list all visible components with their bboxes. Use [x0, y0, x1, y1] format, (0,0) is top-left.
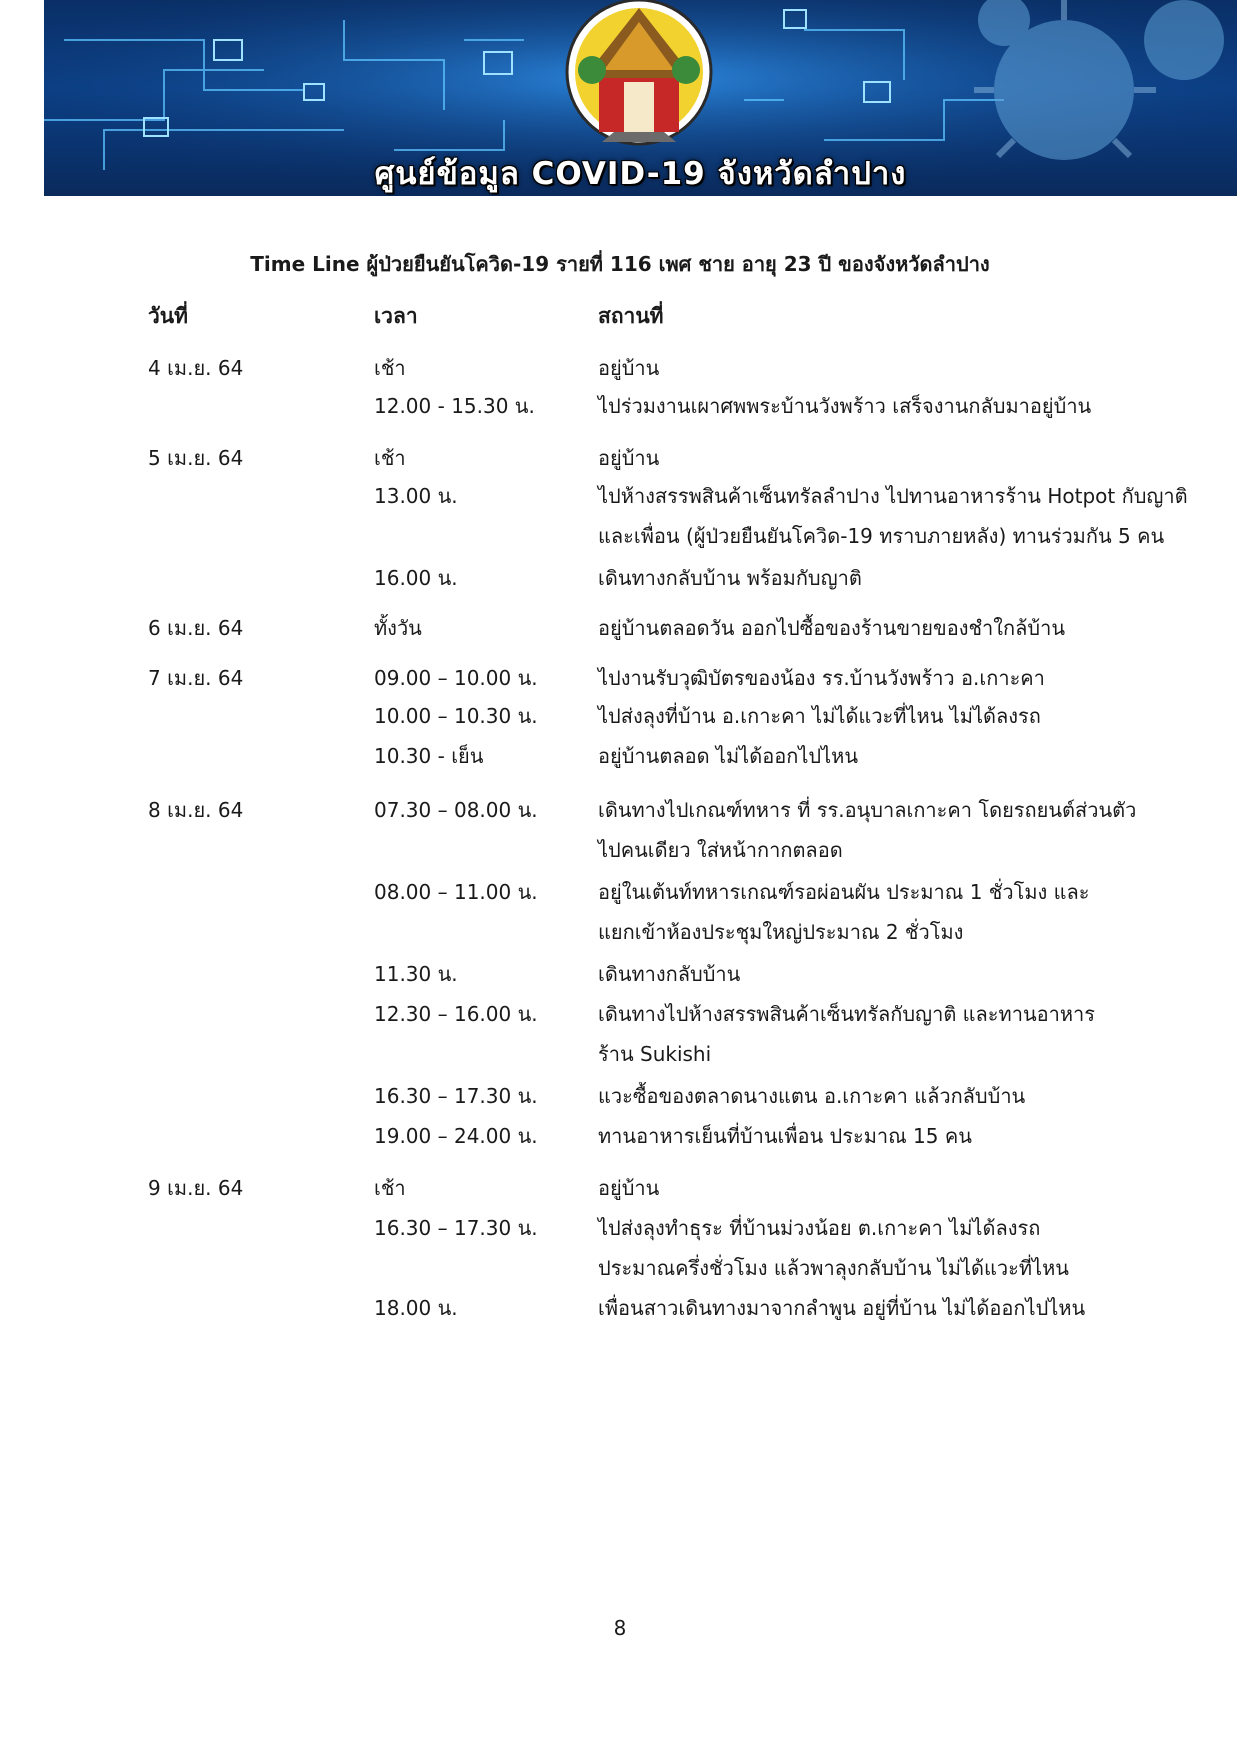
entry-place: เดินทางไปเกณฑ์ทหาร ที่ รร.อนุบาลเกาะคา โดยรถยนต์ส่วนตัว — [598, 798, 1137, 822]
day-date: 8 เม.ย. 64 — [148, 798, 244, 822]
entry-time: 19.00 – 24.00 น. — [374, 1124, 538, 1148]
entry-time: 16.00 น. — [374, 566, 458, 590]
column-header-date: วันที่ — [148, 304, 188, 328]
day-date: 6 เม.ย. 64 — [148, 616, 244, 640]
column-header-place: สถานที่ — [598, 304, 664, 328]
entry-place: เพื่อนสาวเดินทางมาจากลำพูน อยู่ที่บ้าน ไม่ได้ออกไปไหน — [598, 1296, 1086, 1320]
header-banner — [44, 0, 1237, 196]
day-date: 9 เม.ย. 64 — [148, 1176, 244, 1200]
entry-time: 09.00 – 10.00 น. — [374, 666, 538, 690]
entry-time: 10.00 – 10.30 น. — [374, 704, 538, 728]
entry-place: ทานอาหารเย็นที่บ้านเพื่อน ประมาณ 15 คน — [598, 1124, 972, 1148]
column-header-time: เวลา — [374, 304, 418, 328]
province-seal-icon — [567, 0, 711, 144]
entry-time: 10.30 - เย็น — [374, 744, 484, 768]
entry-time: เช้า — [374, 356, 406, 380]
entry-time: ทั้งวัน — [374, 616, 422, 640]
entry-place: อยู่บ้าน — [598, 356, 660, 380]
entry-place: อยู่บ้านตลอด ไม่ได้ออกไปไหน — [598, 744, 859, 768]
page-number: 8 — [613, 1616, 627, 1640]
entry-time: 12.30 – 16.00 น. — [374, 1002, 538, 1026]
entry-place: เดินทางกลับบ้าน พร้อมกับญาติ — [598, 566, 862, 590]
entry-time: 16.30 – 17.30 น. — [374, 1084, 538, 1108]
entry-place: แยกเข้าห้องประชุมใหญ่ประมาณ 2 ชั่วโมง — [598, 920, 964, 944]
entry-place: เดินทางไปห้างสรรพสินค้าเซ็นทรัลกับญาติ และทานอาหาร — [598, 1002, 1096, 1026]
entry-time: เช้า — [374, 446, 406, 470]
entry-place: ไปร่วมงานเผาศพพระบ้านวังพร้าว เสร็จงานกลับมาอยู่บ้าน — [598, 394, 1092, 418]
entry-place: ไปส่งลุงทำธุระ ที่บ้านม่วงน้อย ต.เกาะคา ไม่ได้ลงรถ — [598, 1216, 1041, 1240]
entry-place: ร้าน Sukishi — [598, 1042, 712, 1066]
entry-place: ไปส่งลุงที่บ้าน อ.เกาะคา ไม่ได้แวะที่ไหน ไม่ได้ลงรถ — [598, 704, 1041, 728]
document-title: Time Line ผู้ป่วยยืนยันโควิด-19 รายที่ 116 เพศ ชาย อายุ 23 ปี ของจังหวัดลำปาง — [250, 252, 990, 276]
entry-place: เดินทางกลับบ้าน — [598, 962, 741, 986]
entry-place: อยู่บ้านตลอดวัน ออกไปซื้อของร้านขายของชำใกล้บ้าน — [598, 616, 1066, 640]
entry-place: ไปคนเดียว ใส่หน้ากากตลอด — [598, 838, 843, 862]
entry-time: 07.30 – 08.00 น. — [374, 798, 538, 822]
entry-time: 11.30 น. — [374, 962, 458, 986]
entry-time: 16.30 – 17.30 น. — [374, 1216, 538, 1240]
entry-place: ไปห้างสรรพสินค้าเซ็นทรัลลำปาง ไปทานอาหารร้าน Hotpot กับญาติ — [598, 484, 1188, 508]
day-date: 7 เม.ย. 64 — [148, 666, 244, 690]
banner-title: ศูนย์ข้อมูล COVID-19 จังหวัดลำปาง — [374, 156, 907, 192]
day-date: 5 เม.ย. 64 — [148, 446, 244, 470]
entry-place: อยู่บ้าน — [598, 1176, 660, 1200]
entry-place: และเพื่อน (ผู้ป่วยยืนยันโควิด-19 ทราบภายหลัง) ทานร่วมกัน 5 คน — [598, 524, 1165, 548]
entry-place: ประมาณครึ่งชั่วโมง แล้วพาลุงกลับบ้าน ไม่ได้แวะที่ไหน — [598, 1256, 1069, 1280]
entry-time: เช้า — [374, 1176, 406, 1200]
entry-time: 18.00 น. — [374, 1296, 458, 1320]
entry-place: อยู่บ้าน — [598, 446, 660, 470]
entry-time: 12.00 - 15.30 น. — [374, 394, 535, 418]
day-date: 4 เม.ย. 64 — [148, 356, 244, 380]
entry-place: แวะซื้อของตลาดนางแตน อ.เกาะคา แล้วกลับบ้าน — [598, 1084, 1026, 1108]
entry-time: 13.00 น. — [374, 484, 458, 508]
entry-time: 08.00 – 11.00 น. — [374, 880, 538, 904]
entry-place: ไปงานรับวุฒิบัตรของน้อง รร.บ้านวังพร้าว อ.เกาะคา — [598, 666, 1045, 690]
entry-place: อยู่ในเต้นท์ทหารเกณฑ์รอผ่อนผัน ประมาณ 1 ชั่วโมง และ — [598, 880, 1090, 904]
